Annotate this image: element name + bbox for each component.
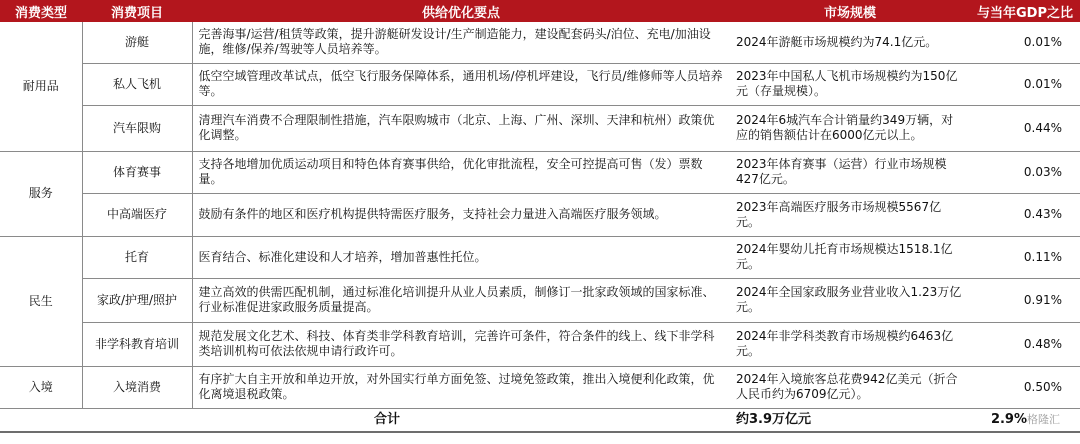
table-row bbox=[0, 278, 1080, 322]
item-cell: 托育 bbox=[82, 236, 192, 278]
ratio-cell: 0.44% bbox=[970, 105, 1080, 151]
policy-cell: 规范发展文化艺术、科技、体育类非学科教育培训，完善许可条件，符合条件的线上、线下非学科类培训机构可依法依规申请行政许可。 bbox=[192, 322, 730, 366]
ratio-cell: 0.50% bbox=[970, 366, 1080, 408]
table-row bbox=[0, 193, 1080, 236]
ratio-cell: 0.03% bbox=[970, 151, 1080, 193]
policy-cell: 鼓励有条件的地区和医疗机构提供特需医疗服务，支持社会力量进入高端医疗服务领域。 bbox=[192, 193, 730, 236]
market-cell: 2023年中国私人飞机市场规模约为150亿元（存量规模）。 bbox=[730, 63, 970, 105]
ratio-cell: 0.01% bbox=[970, 63, 1080, 105]
table-row bbox=[0, 366, 1080, 408]
market-cell: 2024年6城汽车合计销量约349万辆，对应的销售额估计在6000亿元以上。 bbox=[730, 105, 970, 151]
item-cell: 游艇 bbox=[82, 22, 192, 63]
ratio-cell: 0.91% bbox=[970, 278, 1080, 322]
policy-cell: 低空空域管理改革试点，低空飞行服务保障体系，通用机场/停机坪建设，飞行员/维修师等人员培养等。 bbox=[192, 63, 730, 105]
category-cell: 民生 bbox=[0, 236, 82, 366]
item-cell: 汽车限购 bbox=[82, 105, 192, 151]
category-cell: 服务 bbox=[0, 151, 82, 236]
market-cell: 2024年游艇市场规模约为74.1亿元。 bbox=[730, 22, 970, 63]
item-cell: 中高端医疗 bbox=[82, 193, 192, 236]
table-row bbox=[0, 22, 1080, 63]
category-cell: 耐用品 bbox=[0, 22, 82, 151]
market-cell: 2024年入境旅客总花费942亿美元（折合人民币约为6709亿元）。 bbox=[730, 366, 970, 408]
header-market: 市场规模 bbox=[730, 0, 970, 22]
table-row bbox=[0, 322, 1080, 366]
table-row bbox=[0, 63, 1080, 105]
policy-cell: 完善海事/运营/租赁等政策，提升游艇研发设计/生产制造能力，建设配套码头/泊位、充电/加油设施，维修/保养/驾驶等人员培养等。 bbox=[192, 22, 730, 63]
item-cell: 私人飞机 bbox=[82, 63, 192, 105]
category-cell: 入境 bbox=[0, 366, 82, 408]
total-label: 合计 bbox=[0, 408, 730, 432]
header-policy: 供给优化要点 bbox=[192, 0, 730, 22]
ratio-cell: 0.01% bbox=[970, 22, 1080, 63]
header-row bbox=[0, 0, 1080, 22]
item-cell: 家政/护理/照护 bbox=[82, 278, 192, 322]
policy-cell: 建立高效的供需匹配机制，通过标准化培训提升从业人员素质，制修订一批家政领域的国家标准、行业标准促进家政服务质量提高。 bbox=[192, 278, 730, 322]
total-ratio-cell bbox=[970, 408, 1080, 432]
market-cell: 2023年高端医疗服务市场规模5567亿元。 bbox=[730, 193, 970, 236]
policy-cell: 有序扩大自主开放和单边开放，对外国实行单方面免签、过境免签政策，推出入境便利化政策，优化离境退税政策。 bbox=[192, 366, 730, 408]
market-cell: 2024年婴幼儿托育市场规模达1518.1亿元。 bbox=[730, 236, 970, 278]
total-ratio: 2.9% bbox=[990, 412, 1027, 428]
table-row bbox=[0, 151, 1080, 193]
policy-cell: 支持各地增加优质运动项目和特色体育赛事供给，优化审批流程，安全可控提高可售（发）票数量。 bbox=[192, 151, 730, 193]
policy-cell: 清理汽车消费不合理限制性措施，汽车限购城市（北京、上海、广州、深圳、天津和杭州）政策优化调整。 bbox=[192, 105, 730, 151]
table-row bbox=[0, 105, 1080, 151]
market-cell: 2024年非学科类教育市场规模约6463亿元。 bbox=[730, 322, 970, 366]
total-row bbox=[0, 408, 1080, 432]
policy-cell: 医育结合、标准化建设和人才培养，增加普惠性托位。 bbox=[192, 236, 730, 278]
market-cell: 2023年体育赛事（运营）行业市场规模427亿元。 bbox=[730, 151, 970, 193]
ratio-cell: 0.11% bbox=[970, 236, 1080, 278]
header-item: 消费项目 bbox=[82, 0, 192, 22]
item-cell: 入境消费 bbox=[82, 366, 192, 408]
header-category: 消费类型 bbox=[0, 0, 82, 22]
table-row bbox=[0, 236, 1080, 278]
total-value: 约3.9万亿元 bbox=[730, 408, 970, 432]
header-ratio: 与当年GDP之比 bbox=[970, 0, 1080, 22]
ratio-cell: 0.43% bbox=[970, 193, 1080, 236]
item-cell: 体育赛事 bbox=[82, 151, 192, 193]
ratio-cell: 0.48% bbox=[970, 322, 1080, 366]
market-cell: 2024年全国家政服务业营业收入1.23万亿元。 bbox=[730, 278, 970, 322]
watermark-logo: 格隆汇 bbox=[1027, 413, 1060, 427]
item-cell: 非学科教育培训 bbox=[82, 322, 192, 366]
